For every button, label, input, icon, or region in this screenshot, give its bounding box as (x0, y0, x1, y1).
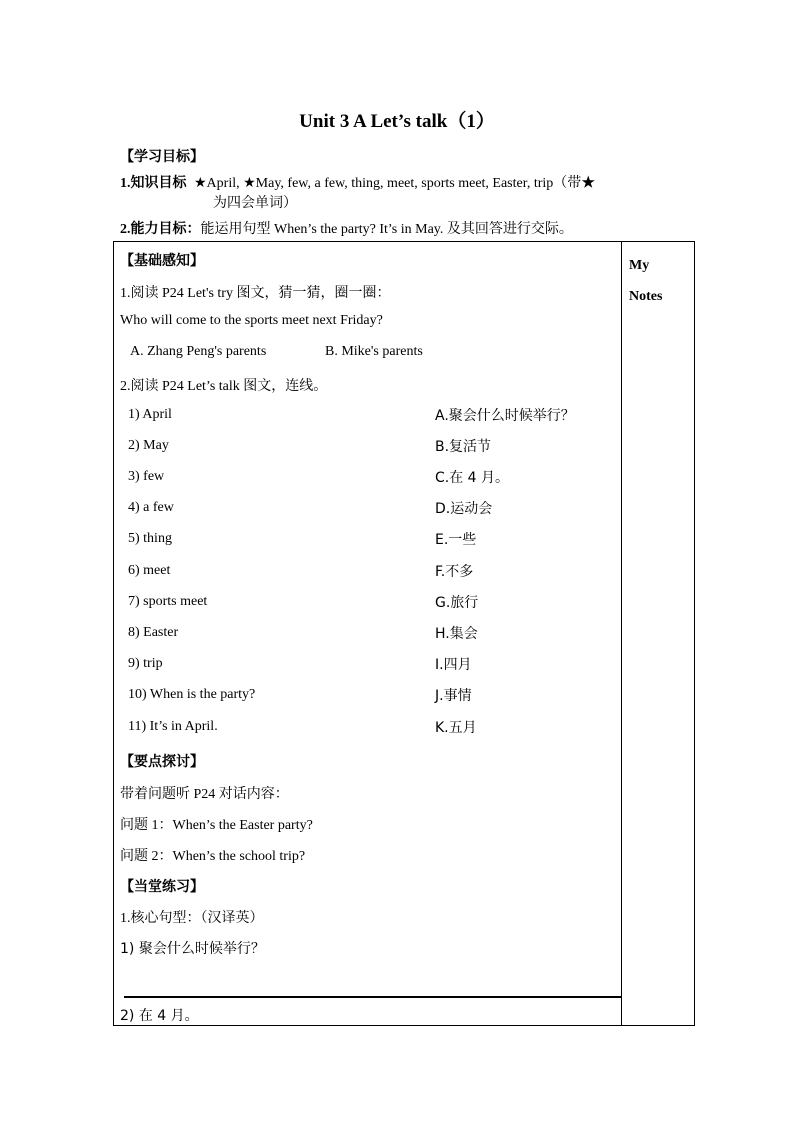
match-right-d: D.运动会 (435, 501, 493, 517)
section-discussion-heading: 【要点探讨】 (120, 755, 204, 770)
match-right-c: C.在 4 月。 (435, 470, 510, 486)
match-right-j: J.事情 (435, 688, 472, 704)
reading-question: Who will come to the sports meet next Friday? (120, 313, 383, 328)
practice-item-2: 2) 在 4 月。 (120, 1008, 199, 1024)
listening-intro: 带着问题听 P24 对话内容： (120, 787, 289, 802)
knowledge-goal-text-2: 为四会单词） (213, 196, 297, 211)
reading-task-1: 1.阅读 P24 Let's try 图文，猜一猜，圈一圈： (120, 286, 391, 301)
section-basic-heading: 【基础感知】 (120, 254, 204, 269)
match-right-e: E.一些 (435, 532, 477, 548)
match-left-6: 6) meet (128, 563, 171, 578)
my-notes-column (629, 250, 662, 312)
match-left-8: 8) Easter (128, 625, 179, 640)
ability-goal-text: 能运用句型 When’s the party? It’s in May. 及其回答进行交际。 (200, 222, 573, 237)
answer-line[interactable] (124, 996, 621, 998)
match-left-3: 3) few (128, 469, 165, 484)
practice-item-1: 1) 聚会什么时候举行？ (120, 941, 265, 957)
reading-task-2: 2.阅读 P24 Let’s talk 图文，连线。 (120, 379, 328, 394)
notes-label-line2: Notes (629, 289, 663, 304)
knowledge-goal-text: ★April, ★May, few, a few, thing, meet, sports meet, Easter, trip（带★ (194, 176, 596, 191)
match-right-b: B.复活节 (435, 439, 492, 455)
match-left-10: 10) When is the party? (128, 687, 256, 702)
match-left-9: 9) trip (128, 656, 163, 671)
listening-question-1: 问题 1：When’s the Easter party? (120, 818, 313, 833)
match-right-h: H.集会 (435, 626, 478, 642)
knowledge-goal (120, 172, 595, 192)
ability-goal-label: 2.能力目标： (120, 222, 201, 237)
notes-label-line1: My (629, 258, 650, 273)
match-left-1: 1) April (128, 407, 172, 422)
match-left-5: 5) thing (128, 531, 172, 546)
match-left-7: 7) sports meet (128, 594, 208, 609)
ability-goal (120, 218, 573, 238)
match-right-f: F.不多 (435, 564, 474, 580)
worksheet-table (113, 241, 695, 1026)
option-b: B. Mike's parents (325, 344, 423, 359)
match-left-4: 4) a few (128, 500, 174, 515)
knowledge-goal-label: 1.知识目标 (120, 176, 187, 191)
section-practice-heading: 【当堂练习】 (120, 880, 204, 895)
match-right-a: A.聚会什么时候举行？ (435, 408, 575, 424)
column-divider (621, 242, 622, 1025)
match-right-k: K.五月 (435, 720, 477, 736)
match-right-i: I.四月 (435, 657, 472, 673)
match-right-g: G.旅行 (435, 595, 479, 611)
option-a: A. Zhang Peng's parents (130, 344, 267, 359)
page-title: Unit 3 A Let’s talk（1） (299, 111, 495, 132)
core-sentence-intro: 1.核心句型：（汉译英） (120, 911, 264, 926)
match-left-11: 11) It’s in April. (128, 719, 218, 734)
match-left-2: 2) May (128, 438, 169, 453)
listening-question-2: 问题 2：When’s the school trip? (120, 849, 306, 864)
objectives-heading: 【学习目标】 (120, 150, 204, 165)
